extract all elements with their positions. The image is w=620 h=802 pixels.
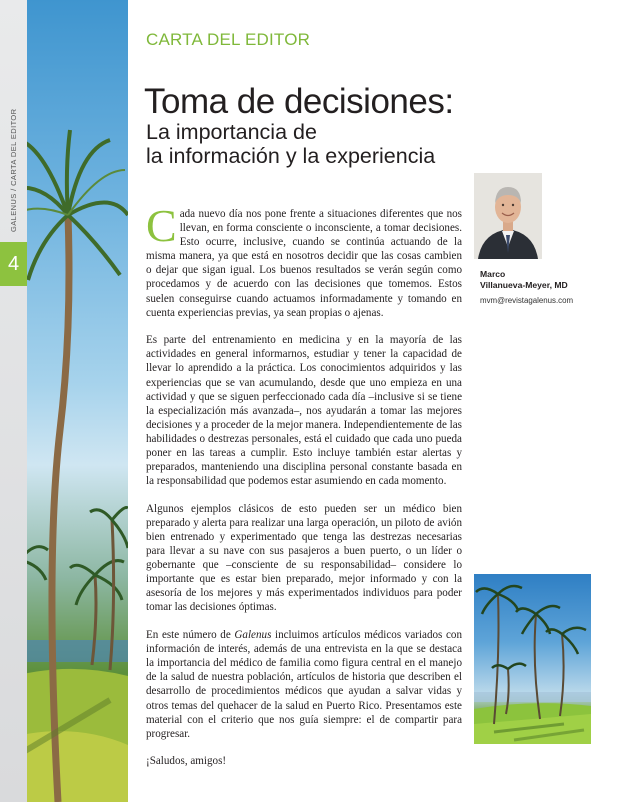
page-number: 4 [0, 242, 27, 286]
author-last-name: Villanueva-Meyer, MD [480, 280, 568, 290]
beach-palms-photo [474, 574, 591, 744]
article-body [146, 200, 462, 782]
running-head: GALENUS / CARTA DEL EDITOR [8, 108, 18, 232]
paragraph-4 [146, 628, 462, 741]
author-photo [474, 173, 542, 259]
page-subtitle [146, 120, 506, 168]
section-label: CARTA DEL EDITOR [146, 30, 311, 49]
paragraph-3: Algunos ejemplos clásicos de esto pueden ser un médico bien preparado y alerta para realizar una larga operación, un piloto de avión bien entrenado y experimentado que tenga las destrezas necesarias para llevar a su nave con sus pasajeros a buen puerto, o un líder o gobernante que –consciente de su responsabilidad– considere lo importante que es estar bien preparado, mejor informado y con la asesoría de los mejores y más experimentados individuos para poder tomar las decisiones óptimas. [146, 502, 462, 614]
author-first-name: Marco [480, 269, 506, 279]
subtitle-line-1: La importancia de [146, 120, 317, 144]
subtitle-line-2: la información y la experiencia [146, 144, 436, 168]
magazine-name: Galenus [234, 629, 272, 642]
author-name [480, 269, 568, 291]
paragraph-2: Es parte del entrenamiento en medicina y en la mayoría de las actividades en general informarnos, estudiar y tener la capacidad de llevar lo aprendido a la práctica. Los conocimientos adquiridos y las experiencias que se van acumulando, desde que uno empieza en una actividad y que se siguen perfeccionado cada día –inclusive si se tiene la especialización más avanzada–, nos ayudarán a tomar las mejores decisiones y a proceder de la mejor manera. Independientemente de las habilidades o destrezas personales, está el cuidado que cada uno pueda poner en las tareas a cumplir. Esto incluye también estar alertas y preparados, manteniendo una disciplina personal constante basada en la responsabilidad que podemos estar asumiendo en cada momento. [146, 334, 462, 488]
paragraph-4-start: En este número de [146, 629, 235, 642]
paragraph-4-rest: incluimos artículos médicos variados con información de interés, además de una entrevista en la que se destaca la importancia del médico de familia como figura central en el manejo de la salud de nuestra población, artículos de historia que describen el desarrollo de procedimientos médicos que ayudan a salvar vidas y otros temas del quehacer de la salud en Puerto Rico. Presentamos este material con el criterio que nos guía siempre: el de compartir para progresar. [146, 629, 462, 740]
author-email: mvm@revistagalenus.com [480, 296, 574, 305]
closing-line: ¡Saludos, amigos! [146, 755, 227, 768]
page-title: Toma de decisiones: [144, 82, 454, 121]
paragraph-1: Cada nuevo día nos pone frente a situaciones diferentes que nos llevan, en forma consciente o inconsciente, a tomar decisiones. Esto ocurre, inclusive, cuando se continúa actuando de la misma manera, ya que está en nosotros decidir que las cosas cambien o dejar que sigan igual. Los buenos resultados se verán según como procedamos y de acuerdo con las decisiones que tomemos. Estos suelen conseguirse cuando actuamos informadamente y tomando en cuenta experiencias previas, ya sean propias o ajenas. [146, 200, 462, 319]
